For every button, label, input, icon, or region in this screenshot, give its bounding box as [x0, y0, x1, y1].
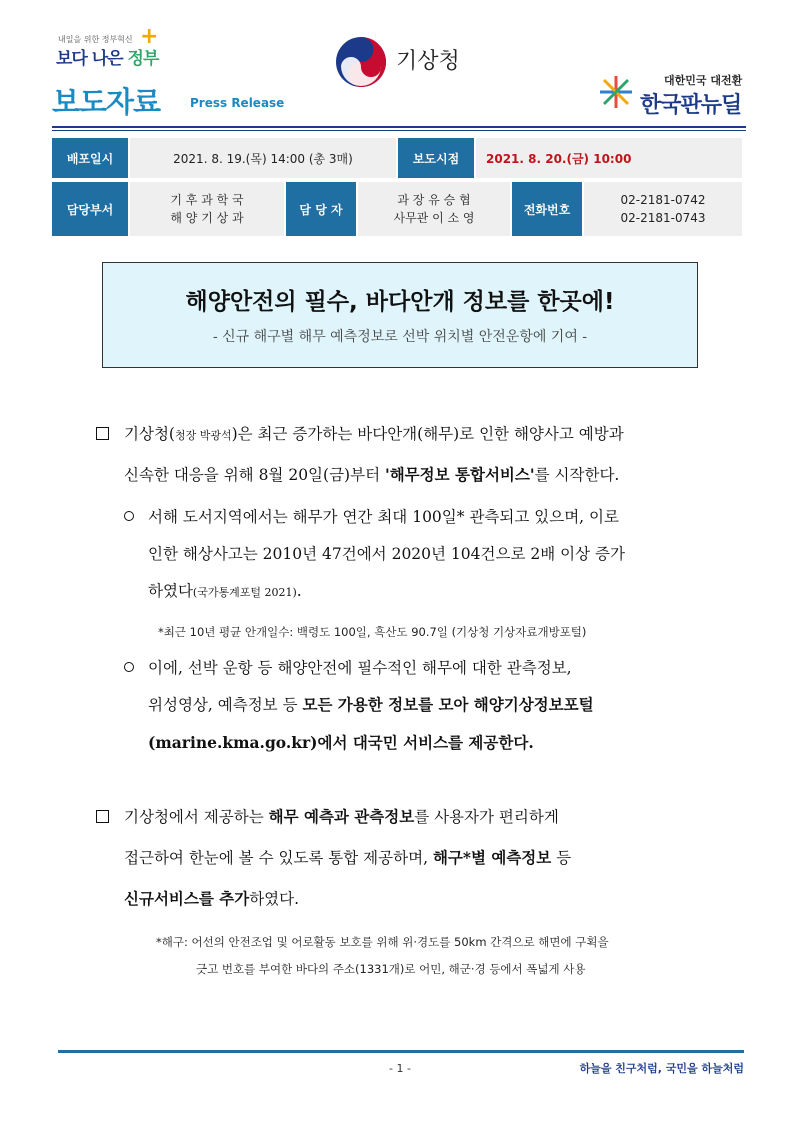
subpoint-2-line-1: 이에, 선박 운항 등 해양안전에 필수적인 해무에 대한 관측정보,: [148, 659, 572, 677]
slogan-text-2: 정부: [127, 49, 159, 69]
footer-divider: [58, 1050, 744, 1053]
press-release-english: Press Release: [190, 96, 285, 110]
person-line-1: 과 장 유 승 협: [397, 193, 471, 207]
header-divider: [52, 126, 746, 128]
phone-line-1: 02-2181-0742: [620, 193, 706, 207]
agency-name: 기상청: [396, 49, 460, 74]
checkbox-bullet-icon: [96, 810, 109, 823]
person-value: [358, 182, 510, 236]
plus-icon: +: [140, 24, 159, 49]
paragraph-2-line-1: 기상청에서 제공하는 해무 예측과 관측정보를 사용자가 편리하게: [124, 807, 559, 826]
subpoint-1-line-2: 인한 해상사고는 2010년 47건에서 2020년 104건으로 2배 이상 증가: [148, 545, 625, 563]
government-emblem-icon: [335, 36, 387, 88]
footnote-sea-grid-line-1: *해구: 어선의 안전조업 및 어로활동 보호를 위해 위·경도를 50km 간격으로 해면에 구획을: [156, 935, 609, 949]
person-line-2: 사무관 이 소 영: [393, 211, 475, 225]
subpoint-1-line-3: 하였다(국가통계포털 2021).: [148, 582, 302, 600]
footnote-sea-grid-line-2: 긋고 번호를 부여한 바다의 주소(1331개)로 어민, 해군·경 등에서 폭넓게 사용: [196, 962, 586, 976]
department-label: 담당부서: [52, 182, 128, 236]
phone-label: 전화번호: [512, 182, 582, 236]
checkbox-bullet-icon: [96, 427, 109, 440]
slogan-text-1: 보다 나은: [56, 49, 128, 69]
new-deal-subtitle: 대한민국 대전환: [664, 74, 743, 87]
embargo-value: 2021. 8. 20.(금) 10:00: [476, 138, 742, 178]
embargo-label: 보도시점: [398, 138, 474, 178]
department-value: [130, 182, 284, 236]
new-deal-title: 한국판뉴딜: [640, 93, 742, 118]
subpoint-2-line-2: 위성영상, 예측정보 등 모든 가용한 정보를 모아 해양기상정보포털: [148, 695, 594, 714]
release-date-label: 배포일시: [52, 138, 128, 178]
headline-title: 해양안전의 필수, 바다안개 정보를 한곳에!: [185, 289, 615, 315]
phone-line-2: 02-2181-0743: [620, 211, 706, 225]
paragraph-2-line-3: 신규서비스를 추가하였다.: [124, 889, 300, 908]
new-deal-logo-icon: [598, 74, 634, 110]
circle-bullet-icon: [124, 511, 134, 521]
subpoint-1-line-1: 서해 도서지역에서는 해무가 연간 최대 100일* 관측되고 있으며, 이로: [148, 508, 619, 526]
page-number: - 1 -: [389, 1062, 411, 1075]
paragraph-1-line-1: 기상청(청장 박광석)은 최근 증가하는 바다안개(해무)로 인한 해양사고 예방과: [124, 425, 624, 443]
paragraph-1-line-2: 신속한 대응을 위해 8월 20일(금)부터 '해무정보 통합서비스'를 시작한다.: [124, 465, 620, 484]
department-line-1: 기 후 과 학 국: [170, 193, 244, 207]
footnote-fog-days: *최근 10년 평균 안개일수: 백령도 100일, 흑산도 90.7일 (기상청 기상자료개방포털): [158, 625, 587, 639]
headline-subtitle: - 신규 해구별 해무 예측정보로 선박 위치별 안전운항에 기여 -: [212, 329, 588, 345]
subpoint-2-line-3: (marine.kma.go.kr)에서 대국민 서비스를 제공한다.: [148, 733, 534, 752]
person-label: 담 당 자: [286, 182, 356, 236]
phone-value: [584, 182, 742, 236]
release-date-value: 2021. 8. 19.(목) 14:00 (총 3매): [130, 138, 396, 178]
slogan-small: 내일을 위한 정부혁신: [58, 35, 133, 44]
press-release-title: 보도자료: [52, 85, 161, 119]
department-line-2: 해 양 기 상 과: [170, 211, 244, 225]
circle-bullet-icon: [124, 662, 134, 672]
footer-slogan: 하늘을 친구처럼, 국민을 하늘처럼: [579, 1062, 744, 1075]
paragraph-2-line-2: 접근하여 한눈에 볼 수 있도록 통합 제공하며, 해구*별 예측정보 등: [124, 848, 572, 867]
header-divider-thin: [52, 130, 746, 131]
